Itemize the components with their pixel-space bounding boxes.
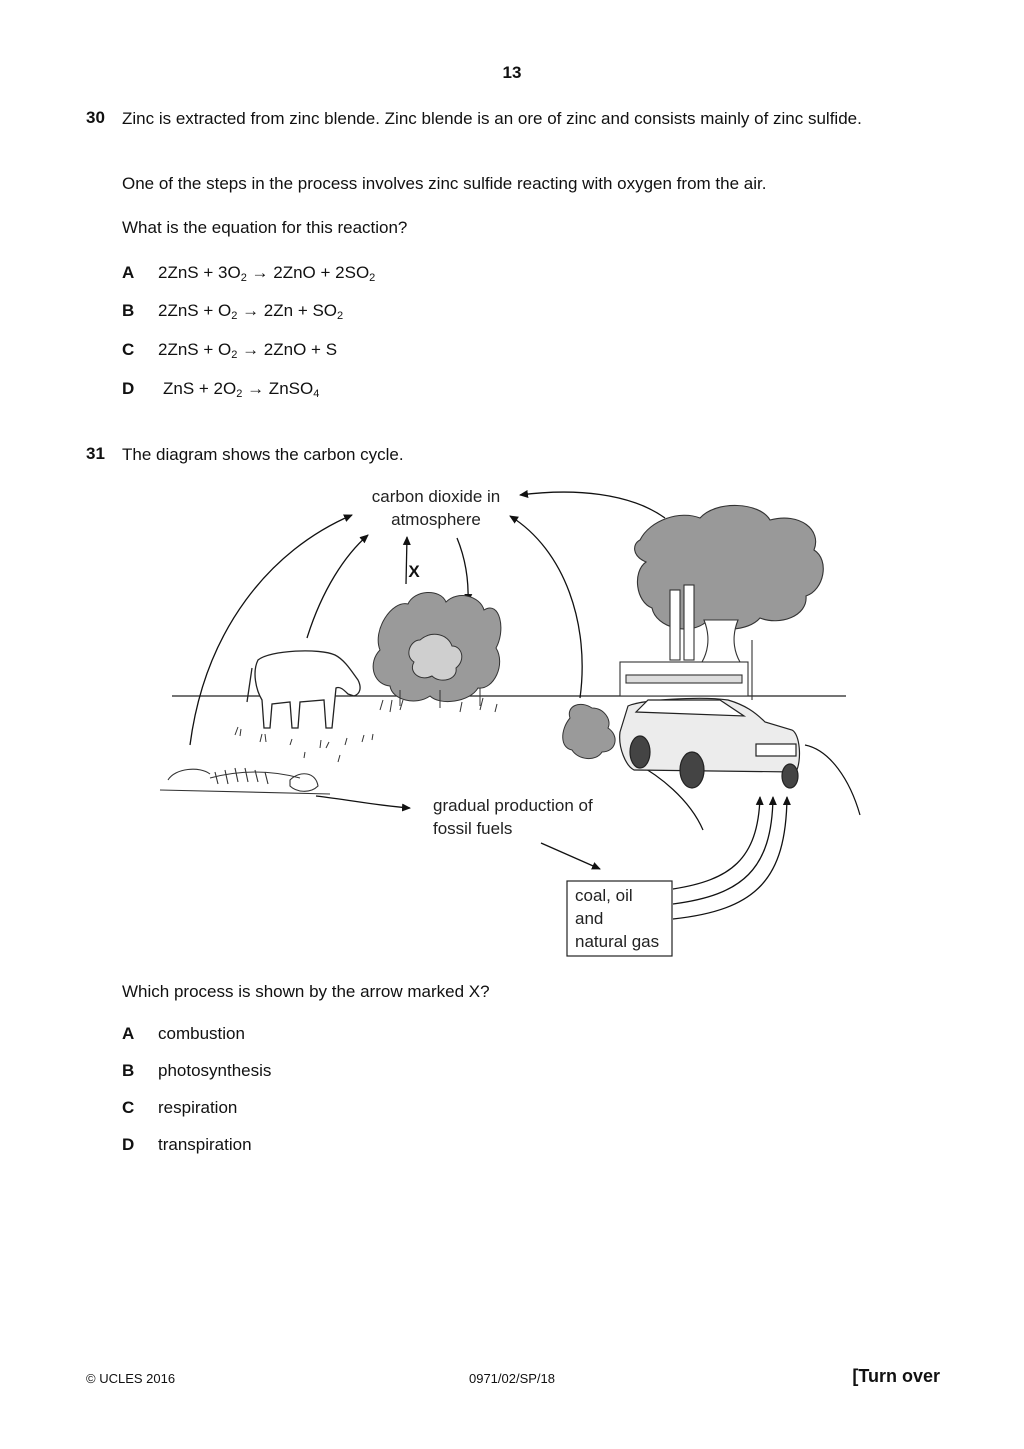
fossil-label-line2: fossil fuels bbox=[433, 819, 513, 838]
q30-option-a-letter: A bbox=[122, 263, 135, 282]
q31-option-c-letter: C bbox=[122, 1098, 135, 1117]
fuel-box-line3: natural gas bbox=[575, 932, 660, 951]
grass-illustration bbox=[235, 698, 497, 762]
q30-option-c-letter: C bbox=[122, 340, 135, 359]
fuel-box-line1: coal, oil bbox=[575, 886, 633, 905]
animal-respiration-arrow bbox=[307, 535, 368, 638]
q31-option-d-letter: D bbox=[122, 1135, 135, 1154]
q31-option-d-text[interactable]: transpiration bbox=[158, 1135, 252, 1154]
question-30-number: 30 bbox=[86, 108, 105, 127]
co2-label-line2: atmosphere bbox=[391, 510, 481, 529]
paper-code: 0971/02/SP/18 bbox=[468, 1371, 556, 1386]
to-fuel-box-arrow bbox=[541, 843, 600, 869]
car-illustration bbox=[620, 698, 800, 788]
question-31-number: 31 bbox=[86, 444, 105, 463]
fuel-box-line2: and bbox=[575, 909, 604, 928]
arrow-x bbox=[406, 537, 407, 584]
q30-option-a-equation[interactable]: $2ZnS + 3O_2 \to 2ZnO + 2SO_2$ bbox=[158, 263, 376, 284]
carbon-cycle-diagram bbox=[150, 470, 880, 970]
q30-option-c-equation[interactable]: $2ZnS + O_2 \to 2ZnO + S$ bbox=[158, 340, 338, 361]
question-30-prompt: What is the equation for this reaction? bbox=[122, 218, 408, 237]
photosynthesis-arrow bbox=[457, 538, 468, 602]
q31-option-b-text[interactable]: photosynthesis bbox=[158, 1061, 272, 1080]
arrow-x-label: X bbox=[408, 562, 420, 581]
factory-smoke-arrow bbox=[520, 492, 665, 518]
q31-option-a-letter: A bbox=[122, 1024, 135, 1043]
cow-illustration bbox=[247, 651, 360, 728]
fossil-label-line1: gradual production of bbox=[433, 796, 593, 815]
q31-option-c-text[interactable]: respiration bbox=[158, 1098, 238, 1117]
turn-over-label: [Turn over bbox=[852, 1366, 940, 1386]
co2-label-line1: carbon dioxide in bbox=[371, 487, 501, 506]
trees-illustration bbox=[373, 592, 501, 708]
question-31-prompt: Which process is shown by the arrow marked X? bbox=[122, 982, 490, 1001]
factory-illustration bbox=[620, 505, 823, 700]
page-number: 13 bbox=[502, 63, 522, 82]
question-30-intro: Zinc is extracted from zinc blende. Zinc blende is an ore of zinc and consists mainly of zinc sulfide. bbox=[122, 109, 862, 128]
question-30-step: One of the steps in the process involves zinc sulfide reacting with oxygen from the air. bbox=[122, 174, 767, 193]
decaying-remains-illustration bbox=[160, 768, 330, 794]
copyright-notice: © UCLES 2016 bbox=[86, 1371, 176, 1386]
q30-option-b-letter: B bbox=[122, 301, 135, 320]
exhaust-smoke-illustration bbox=[563, 704, 615, 758]
q30-option-b-equation[interactable]: $2ZnS + O_2 \to 2Zn + SO_2$ bbox=[158, 301, 344, 322]
fossil-formation-arrow bbox=[316, 796, 410, 808]
question-31-intro: The diagram shows the carbon cycle. bbox=[122, 445, 404, 464]
q30-option-d-equation[interactable]: ZnS + $2O_2$ → ZnSO$_4$ bbox=[163, 379, 320, 400]
q31-option-a-text[interactable]: combustion bbox=[158, 1024, 245, 1043]
car-exhaust-arrow bbox=[510, 516, 582, 698]
q31-option-b-letter: B bbox=[122, 1061, 135, 1080]
road-edge-right bbox=[805, 745, 860, 815]
q30-option-d-letter: D bbox=[122, 379, 135, 398]
